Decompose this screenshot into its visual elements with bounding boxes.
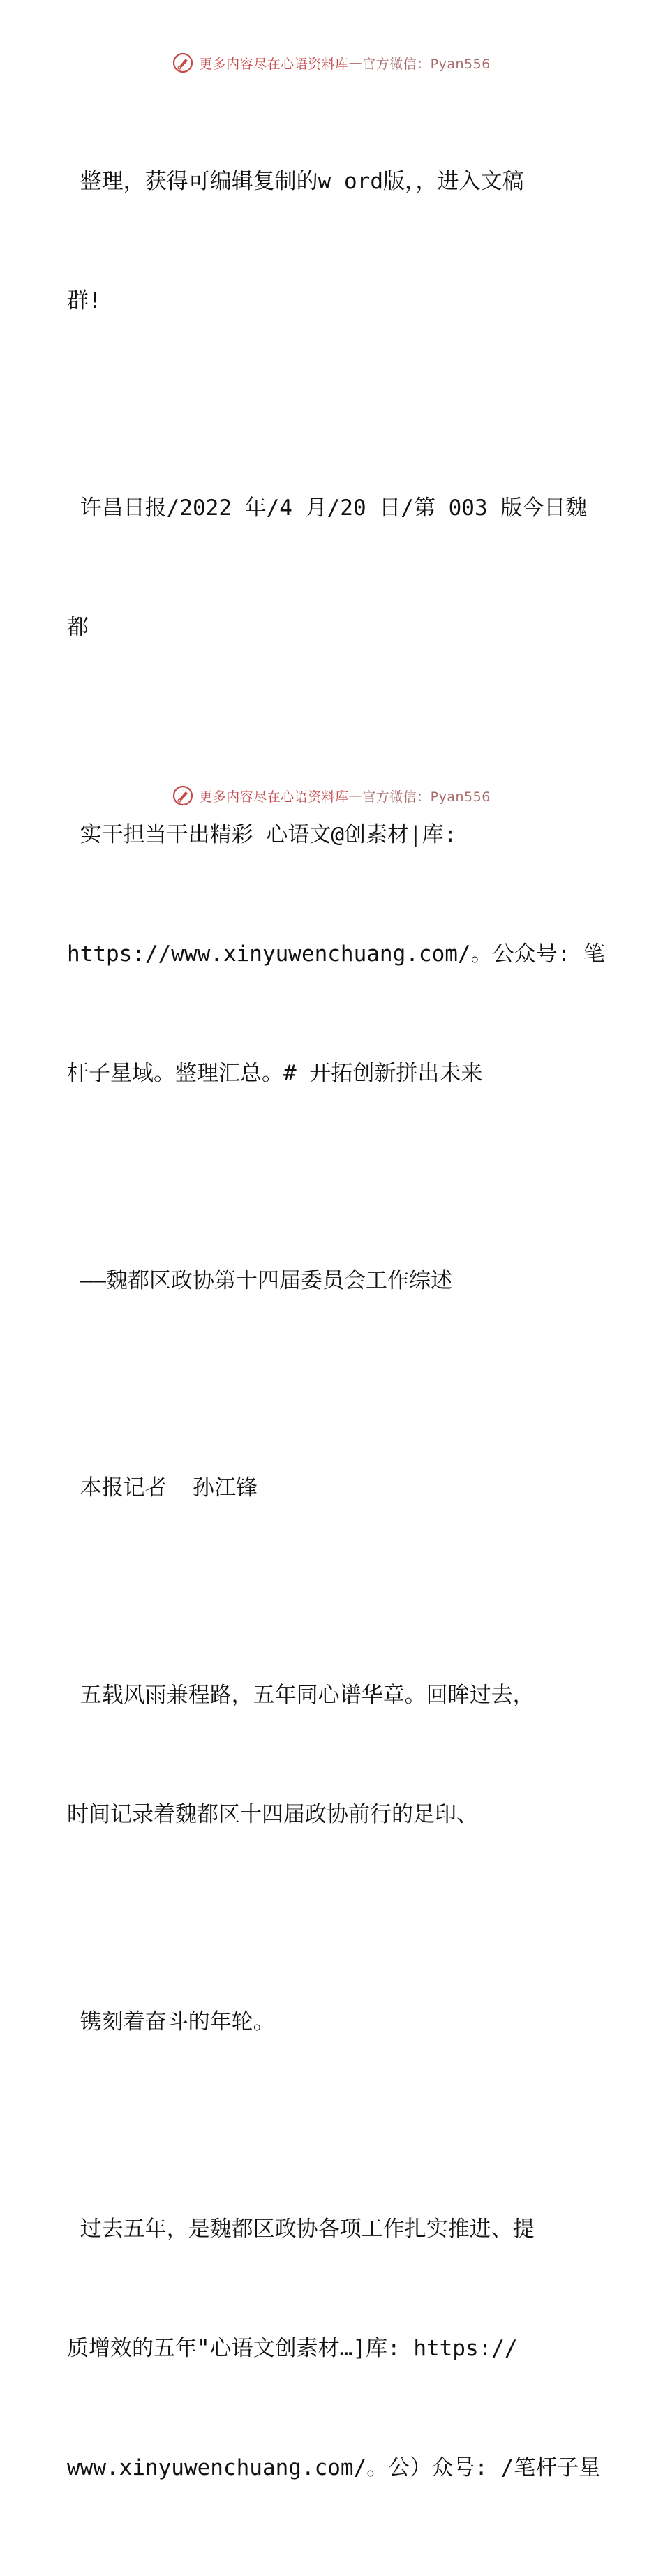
paragraph xyxy=(67,2130,601,2568)
paragraph xyxy=(67,1596,597,1914)
pen-circle-logo-icon xyxy=(172,785,193,806)
footer-watermark xyxy=(0,782,663,810)
header-watermark xyxy=(0,49,663,77)
text-line: www.xinyuwenchuang.com/。公）众号: /笔杆子星 xyxy=(67,2455,601,2480)
paragraph xyxy=(67,1389,597,1588)
text-line: 群! xyxy=(67,288,102,313)
text-line: 本报记者 孙江锋 xyxy=(67,1475,258,1501)
text-line: 都 xyxy=(67,615,89,640)
text-line: 镌刻着奋斗的年轮。 xyxy=(67,2009,275,2034)
watermark-brand: 更多内容尽在心语资料库 xyxy=(199,789,349,805)
text-line: 杆子星域。整理汇总。# 开拓创新拼出未来 xyxy=(67,1061,483,1086)
paragraph xyxy=(67,82,597,401)
text-line: 过去五年，是魏都区政协各项工作扎实推进、提 xyxy=(67,2217,535,2242)
text-line: 实干担当干出精彩 心语文@创素材|库: xyxy=(67,822,457,847)
watermark-contact: 官方微信：Pyan556 xyxy=(362,789,491,805)
paragraph xyxy=(67,1923,597,2122)
text-line: 时间记录着魏都区十四届政协前行的足印、 xyxy=(67,1802,478,1827)
text-line: ——魏都区政协第十四届委员会工作综述 xyxy=(67,1268,452,1293)
text-line: 整理，获得可编辑复制的w ord版，，进入文稿 xyxy=(67,169,524,194)
document-body xyxy=(67,82,605,2576)
pen-circle-logo-icon xyxy=(172,52,193,73)
text-line: 五载风雨兼程路，五年同心谱华章。回眸过去， xyxy=(67,1683,535,1708)
paragraph xyxy=(67,1182,597,1380)
text-line: 许昌日报/2022 年/4 月/20 日/第 003 版今日魏 xyxy=(67,496,588,521)
text-line: https://www.xinyuwenchuang.com/。公众号: 笔 xyxy=(67,941,605,967)
watermark-contact: 官方微信：Pyan556 xyxy=(362,56,491,72)
paragraph xyxy=(67,409,597,727)
watermark-separator: — xyxy=(348,788,363,803)
watermark-separator: — xyxy=(348,55,363,70)
text-line: 质增效的五年"心语文创素材…]库: https:// xyxy=(67,2336,518,2361)
watermark-brand: 更多内容尽在心语资料库 xyxy=(199,56,349,72)
